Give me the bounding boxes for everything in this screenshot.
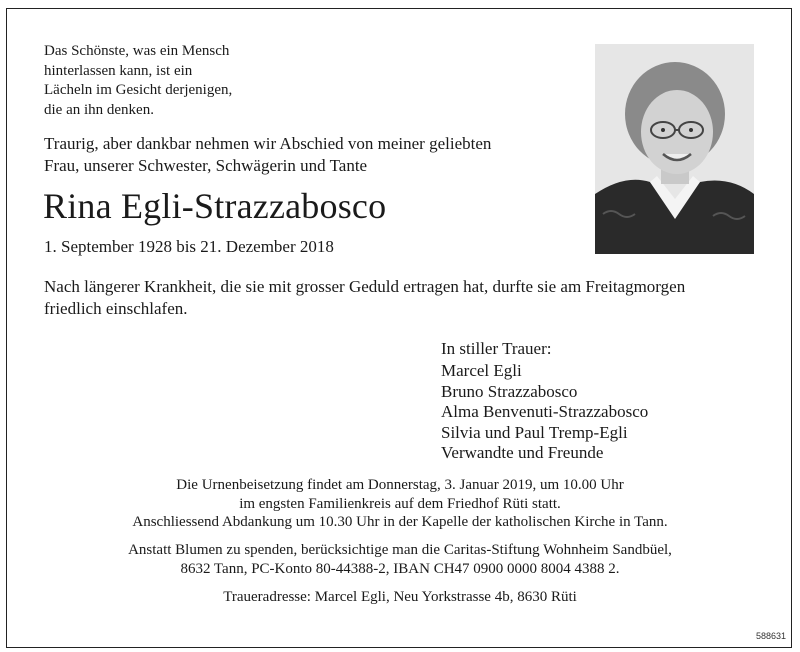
intro-text	[44, 133, 491, 176]
passing-line: friedlich einschlafen.	[44, 299, 188, 318]
portrait-photo	[595, 44, 754, 254]
quote-line: Lächeln im Gesicht derjenigen,	[44, 82, 233, 98]
intro-line: Traurig, aber dankbar nehmen wir Abschied von meiner geliebten	[44, 134, 492, 153]
ad-code: 588631	[755, 631, 786, 641]
mourner-name: Alma Benvenuti-Strazzabosco	[441, 402, 649, 421]
deceased-name: Rina Egli-Strazzabosco	[43, 186, 387, 226]
mourner-name: Marcel Egli	[441, 361, 522, 380]
donation-line: 8632 Tann, PC-Konto 80-44388-2, IBAN CH47 0900 0000 8004 4388 2.	[180, 560, 620, 577]
donation-line: Anstatt Blumen zu spenden, berücksichtige man die Caritas-Stiftung Wohnheim Sandbüel,	[128, 542, 672, 558]
mourners-list	[441, 361, 648, 464]
quote-line: die an ihn denken.	[44, 101, 154, 118]
mourning-address: Traueradresse: Marcel Egli, Neu Yorkstrasse 4b, 8630 Rüti	[223, 589, 577, 605]
life-dates: 1. September 1928 bis 21. Dezember 2018	[44, 237, 334, 256]
burial-line: Die Urnenbeisetzung findet am Donnerstag, 3. Januar 2019, um 10.00 Uhr	[176, 477, 624, 493]
burial-line: Anschliessend Abdankung um 10.30 Uhr in der Kapelle der katholischen Kirche in Tann.	[132, 514, 668, 530]
passing-text	[44, 276, 764, 320]
mourner-name: Silvia und Paul Tremp-Egli	[441, 422, 628, 442]
opening-quote	[44, 42, 232, 120]
mourning-heading: In stiller Trauer:	[441, 339, 552, 358]
passing-line: Nach längerer Krankheit, die sie mit grosser Geduld ertragen hat, durfte sie am Freitagmorgen	[44, 277, 686, 296]
mourner-name: Bruno Strazzabosco	[441, 381, 578, 401]
burial-line: im engsten Familienkreis auf dem Friedhof Rüti statt.	[239, 495, 561, 512]
donation-info	[44, 541, 756, 578]
burial-info	[44, 476, 756, 532]
quote-line: hinterlassen kann, ist ein	[44, 62, 193, 79]
quote-line: Das Schönste, was ein Mensch	[44, 43, 230, 59]
mourner-name: Verwandte und Freunde	[441, 443, 604, 462]
intro-line: Frau, unserer Schwester, Schwägerin und Tante	[44, 155, 368, 175]
